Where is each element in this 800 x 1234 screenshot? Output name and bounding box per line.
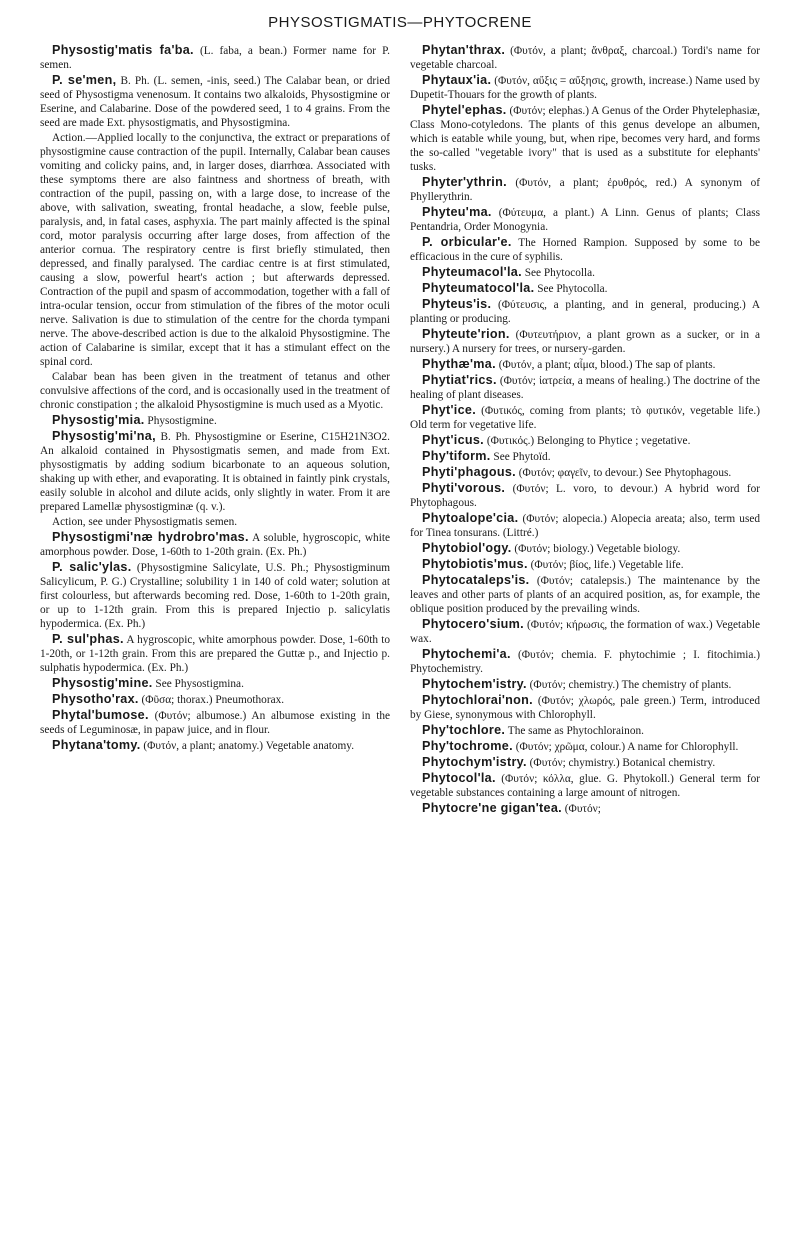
dictionary-entry: [40, 73, 390, 130]
entry-definition: Action.—Applied locally to the conjunctiva, the extract or preparations of physostigmine cause contraction of the pupil. Internally, Calabar bean causes vomiting and colicky pains, and, in larger doses, diarrhœa. Associated with these symptoms there are also faintness and shortness of breath, with contraction of the pupil, passing on, with a large dose, to increase of the above, with salivation, sweating, frontal headache, a slow, feeble pulse, paralysis, and, in fatal cases, asphyxia. The part mainly affected is the spinal cord, motor paralysis occurring after large doses, from affection of the anterior cornua. The respiratory centre is first briefly stimulated, then depressed, and finally paralysed. The cardiac centre is at first stimulated, causing a slow, powerful heart's action ; but afterwards depressed. Contraction of the pupil and spasm of accommodation, together with a fall of intra-ocular tension, occur from stimulation of the fibres of the motor oculi nerve. Salivation is due to stimulation of the centre for the chorda tympani nerve. The above-described action is due to the alkaloid Physostigmine. The action of Calabarine is similar, except that it has a stimulant effect on the spinal cord.: [40, 132, 390, 368]
entry-headword: Phyteus'is.: [422, 297, 492, 311]
left-column: [40, 43, 390, 817]
dictionary-entry: [410, 541, 760, 556]
dictionary-entry: [410, 297, 760, 326]
dictionary-entry: [40, 632, 390, 675]
dictionary-entry: [410, 771, 760, 800]
dictionary-entry: [40, 43, 390, 72]
entry-headword: Phytan'thrax.: [422, 43, 506, 57]
dictionary-entry: [410, 801, 760, 816]
entry-definition: (Φυτόν; elephas.) A Genus of the Order Phytelephasiæ, Class Mono-cotyledons. The plants of this genus develope an albumen, which is eatable while young, but, when ripe, becomes very hard, and forms the so-called "vegetable ivory" that is used as a substitute for elephants' tusks.: [410, 105, 760, 173]
entry-definition: (Φυτόν, a plant; αἷμα, blood.) The sap of plants.: [498, 359, 716, 371]
dictionary-entry: [410, 403, 760, 432]
entry-definition: (Φυτόν; chymistry.) Botanical chemistry.: [529, 757, 716, 769]
dictionary-entry: [410, 43, 760, 72]
dictionary-entry: [410, 465, 760, 480]
dictionary-entry: [410, 265, 760, 280]
entry-headword: Phytocataleps'is.: [422, 573, 530, 587]
entry-definition: The same as Phytochlorainon.: [507, 725, 644, 737]
dictionary-entry: [410, 481, 760, 510]
entry-headword: Phytaux'ia.: [422, 73, 492, 87]
dictionary-entry: [40, 530, 390, 559]
entry-headword: Phythæ'ma.: [422, 357, 496, 371]
dictionary-entry: [40, 131, 390, 369]
dictionary-entry: [410, 573, 760, 616]
entry-headword: Phytiat'rics.: [422, 373, 497, 387]
entry-headword: Phyt'ice.: [422, 403, 476, 417]
entry-headword: Phytochym'istry.: [422, 755, 527, 769]
entry-definition: (Φυτόν; chemistry.) The chemistry of plants.: [529, 679, 732, 691]
dictionary-entry: [40, 708, 390, 737]
entry-headword: Phytoalope'cia.: [422, 511, 519, 525]
entry-definition: (Φυτόν; biology.) Vegetable biology.: [514, 543, 681, 555]
entry-headword: Physostig'matis fa'ba.: [52, 43, 194, 57]
dictionary-entry: [40, 676, 390, 691]
dictionary-entry: [40, 515, 390, 529]
entry-definition: (Φυτόν, a plant; ἄνθραξ, charcoal.) Tordi's name for vegetable charcoal.: [410, 45, 760, 71]
entry-headword: P. salic'ylas.: [52, 560, 132, 574]
entry-definition: (Physostigmine Salicylate, U.S. Ph.; Physostigminum Salicylicum, P. G.) Crystalline; solubility 1 in 140 of cold water; solution at first colourless, but afterwards becoming red. Dose, 1-60th to 1-20th grain, or up to 1-12th grain. From this is prepared Injectio p. salicylatis hypodermica. (Ex. Ph.): [40, 562, 390, 630]
entry-definition: (Φυτόν; βίος, life.) Vegetable life.: [530, 559, 684, 571]
entry-definition: (Φυτικός.) Belonging to Phytice ; vegetative.: [486, 435, 691, 447]
dictionary-entry: [40, 738, 390, 753]
entry-headword: P. orbicular'e.: [422, 235, 512, 249]
entry-headword: Physostigmi'næ hydrobro'mas.: [52, 530, 249, 544]
entry-definition: (Φυτόν; κήρωσις, the formation of wax.) Vegetable wax.: [410, 619, 761, 645]
entry-headword: Phyti'vorous.: [422, 481, 506, 495]
dictionary-entry: [40, 413, 390, 428]
dictionary-entry: [410, 449, 760, 464]
dictionary-entry: [410, 175, 760, 204]
dictionary-entry: [410, 755, 760, 770]
entry-headword: Physotho'rax.: [52, 692, 139, 706]
dictionary-entry: [410, 235, 760, 264]
entry-headword: Phytal'bumose.: [52, 708, 149, 722]
entry-headword: Phytocol'la.: [422, 771, 496, 785]
entry-headword: Phyter'ythrin.: [422, 175, 507, 189]
entry-headword: Phytocre'ne gigan'tea.: [422, 801, 562, 815]
dictionary-entry: [410, 511, 760, 540]
entry-definition: (Φύτευσις, a planting, and in general, producing.) A planting or producing.: [410, 299, 760, 325]
entry-headword: Physostig'mi'na,: [52, 429, 156, 443]
entry-definition: (Φύτευμα, a plant.) A Linn. Genus of plants; Class Pentandria, Order Monogynia.: [410, 207, 761, 233]
entry-definition: (Φυτόν; albumose.) An albumose existing in the seeds of Leguminosæ, in papaw juice, and in flour.: [40, 710, 390, 736]
entry-headword: Phyteumacol'la.: [422, 265, 522, 279]
entry-headword: Phyteumatocol'la.: [422, 281, 535, 295]
running-head: PHYSOSTIGMATIS—PHYTOCRENE: [268, 14, 532, 31]
entry-definition: (L. faba, a bean.) Former name for P. semen.: [40, 45, 390, 71]
entry-definition: Action, see under Physostigmatis semen.: [52, 516, 238, 528]
dictionary-entry: [410, 739, 760, 754]
entry-headword: P. sul'phas.: [52, 632, 124, 646]
entry-headword: Phyteute'rion.: [422, 327, 510, 341]
entry-definition: See Phytocolla.: [524, 267, 595, 279]
entry-definition: (Φυτόν; ἰατρεία, a means of healing.) The doctrine of the healing of plant diseases.: [410, 375, 760, 401]
dictionary-entry: [410, 327, 760, 356]
entry-definition: Calabar bean has been given in the treatment of tetanus and other convulsive affections of the cord, and is occasionally used in the treatment of chronic constipation ; the alkaloid Physostigmine is much used as a Myotic.: [40, 371, 390, 411]
entry-definition: (Φυτόν; chemia. F. phytochimie ; I. fitochimia.) Phytochemistry.: [410, 649, 760, 675]
dictionary-entry: [40, 560, 390, 631]
dictionary-entry: [40, 370, 390, 412]
entry-definition: (Φυτόν; alopecia.) Alopecia areata; also, term used for Tinea tonsurans. (Littré.): [410, 513, 761, 539]
dictionary-entry: [40, 692, 390, 707]
entry-definition: (Φῦσα; thorax.) Pneumothorax.: [141, 694, 285, 706]
entry-definition: See Physostigmina.: [155, 678, 244, 690]
right-column: [410, 43, 760, 817]
entry-definition: (Φυτόν; κόλλα, glue. G. Phytokoll.) General term for vegetable substances containing a large amount of nitrogen.: [410, 773, 760, 799]
entry-headword: Phyti'phagous.: [422, 465, 516, 479]
entry-definition: A soluble, hygroscopic, white amorphous powder. Dose, 1-60th to 1-20th grain. (Ex. Ph.): [40, 532, 390, 558]
entry-headword: P. se'men,: [52, 73, 117, 87]
entry-headword: Phytel'ephas.: [422, 103, 507, 117]
columns: [40, 43, 760, 817]
entry-definition: (Φυτόν, αὔξις = αὔξησις, growth, increase.) Name used by Dupetit-Thouars for the growth of plants.: [410, 75, 760, 101]
entry-headword: Phy'tochlore.: [422, 723, 506, 737]
entry-definition: (Φυτόν, a plant; anatomy.) Vegetable anatomy.: [143, 740, 355, 752]
dictionary-entry: [410, 677, 760, 692]
entry-definition: (Φυτόν;: [564, 803, 601, 815]
entry-definition: Physostigmine.: [147, 415, 217, 427]
entry-headword: Phytochlorai'non.: [422, 693, 533, 707]
dictionary-entry: [40, 429, 390, 514]
entry-headword: Phytocero'sium.: [422, 617, 524, 631]
entry-definition: (Φυτόν; φαγεῖν, to devour.) See Phytophagous.: [518, 467, 732, 479]
entry-definition: The Horned Rampion. Supposed by some to be efficacious in the cure of syphilis.: [410, 237, 760, 263]
dictionary-entry: [410, 617, 760, 646]
entry-headword: Phyt'icus.: [422, 433, 484, 447]
dictionary-entry: [410, 281, 760, 296]
entry-headword: Phy'tochrome.: [422, 739, 513, 753]
entry-definition: (Φυτόν; L. voro, to devour.) A hybrid word for Phytophagous.: [410, 483, 761, 509]
entry-headword: Phy'tiform.: [422, 449, 491, 463]
dictionary-entry: [410, 693, 760, 722]
dictionary-entry: [410, 205, 760, 234]
entry-definition: A hygroscopic, white amorphous powder. Dose, 1-60th to 1-20th, or 1-12th grain. From this are prepared the Guttæ p., and Injectio p. sulphatis hypodermica. (Ex. Ph.): [40, 634, 390, 674]
dictionary-entry: [410, 103, 760, 174]
entry-headword: Physostig'mine.: [52, 676, 153, 690]
entry-definition: B. Ph. Physostigmine or Eserine, C15H21N3O2. An alkaloid contained in Physostigmatis semen, and made from Ext. physostigmatis by adding sodium bicarbonate to an aqueous solution, shaking up with ether, and evaporating. It is obtained in faintly pink crystals, easily soluble in alcohol and dilute acids, only slightly in water. From it are prepared Lamellæ physostigminæ (q. v.).: [40, 431, 390, 513]
entry-definition: (Φυτικός, coming from plants; τὸ φυτικόν, vegetable life.) Old term for vegetative life.: [410, 405, 760, 431]
dictionary-entry: [410, 647, 760, 676]
entry-definition: See Phytocolla.: [537, 283, 608, 295]
dictionary-entry: [410, 723, 760, 738]
entry-definition: See Phytoïd.: [493, 451, 551, 463]
dictionary-entry: [410, 373, 760, 402]
entry-headword: Phytobiol'ogy.: [422, 541, 512, 555]
entry-definition: (Φυτόν, a plant; ἐρυθρός, red.) A synonym of Phyllerythrin.: [410, 177, 760, 203]
dictionary-entry: [410, 73, 760, 102]
dictionary-entry: [410, 557, 760, 572]
entry-headword: Phytobiotis'mus.: [422, 557, 528, 571]
entry-definition: (Φυτευτήριον, a plant grown as a sucker, or in a nursery.) A nursery for trees, or nursery-garden.: [410, 329, 760, 355]
entry-definition: (Φυτόν; χλωρός, pale green.) Term, introduced by Giese, synonymous with Chlorophyll.: [410, 695, 760, 721]
entry-headword: Phyteu'ma.: [422, 205, 492, 219]
dictionary-entry: [410, 433, 760, 448]
entry-headword: Phytochem'istry.: [422, 677, 527, 691]
entry-headword: Physostig'mia.: [52, 413, 145, 427]
entry-definition: (Φυτόν; χρῶμα, colour.) A name for Chlorophyll.: [515, 741, 739, 753]
dictionary-entry: [410, 357, 760, 372]
entry-headword: Phytochemi'a.: [422, 647, 511, 661]
entry-definition: B. Ph. (L. semen, -inis, seed.) The Calabar bean, or dried seed of Physostigma venenosum. It contains two alkaloids, Physostigmine or Eserine, and Calabarine. Dose of the powdered seed, 1 to 4 grains. From the seed are made Ext. physostigmatis, and Physostigmina.: [40, 75, 390, 129]
entry-definition: (Φυτόν; catalepsis.) The maintenance by the leaves and other parts of plants of an acquired position, as, for example, the oblique position produced by the prevailing winds.: [410, 575, 760, 615]
entry-headword: Phytana'tomy.: [52, 738, 141, 752]
